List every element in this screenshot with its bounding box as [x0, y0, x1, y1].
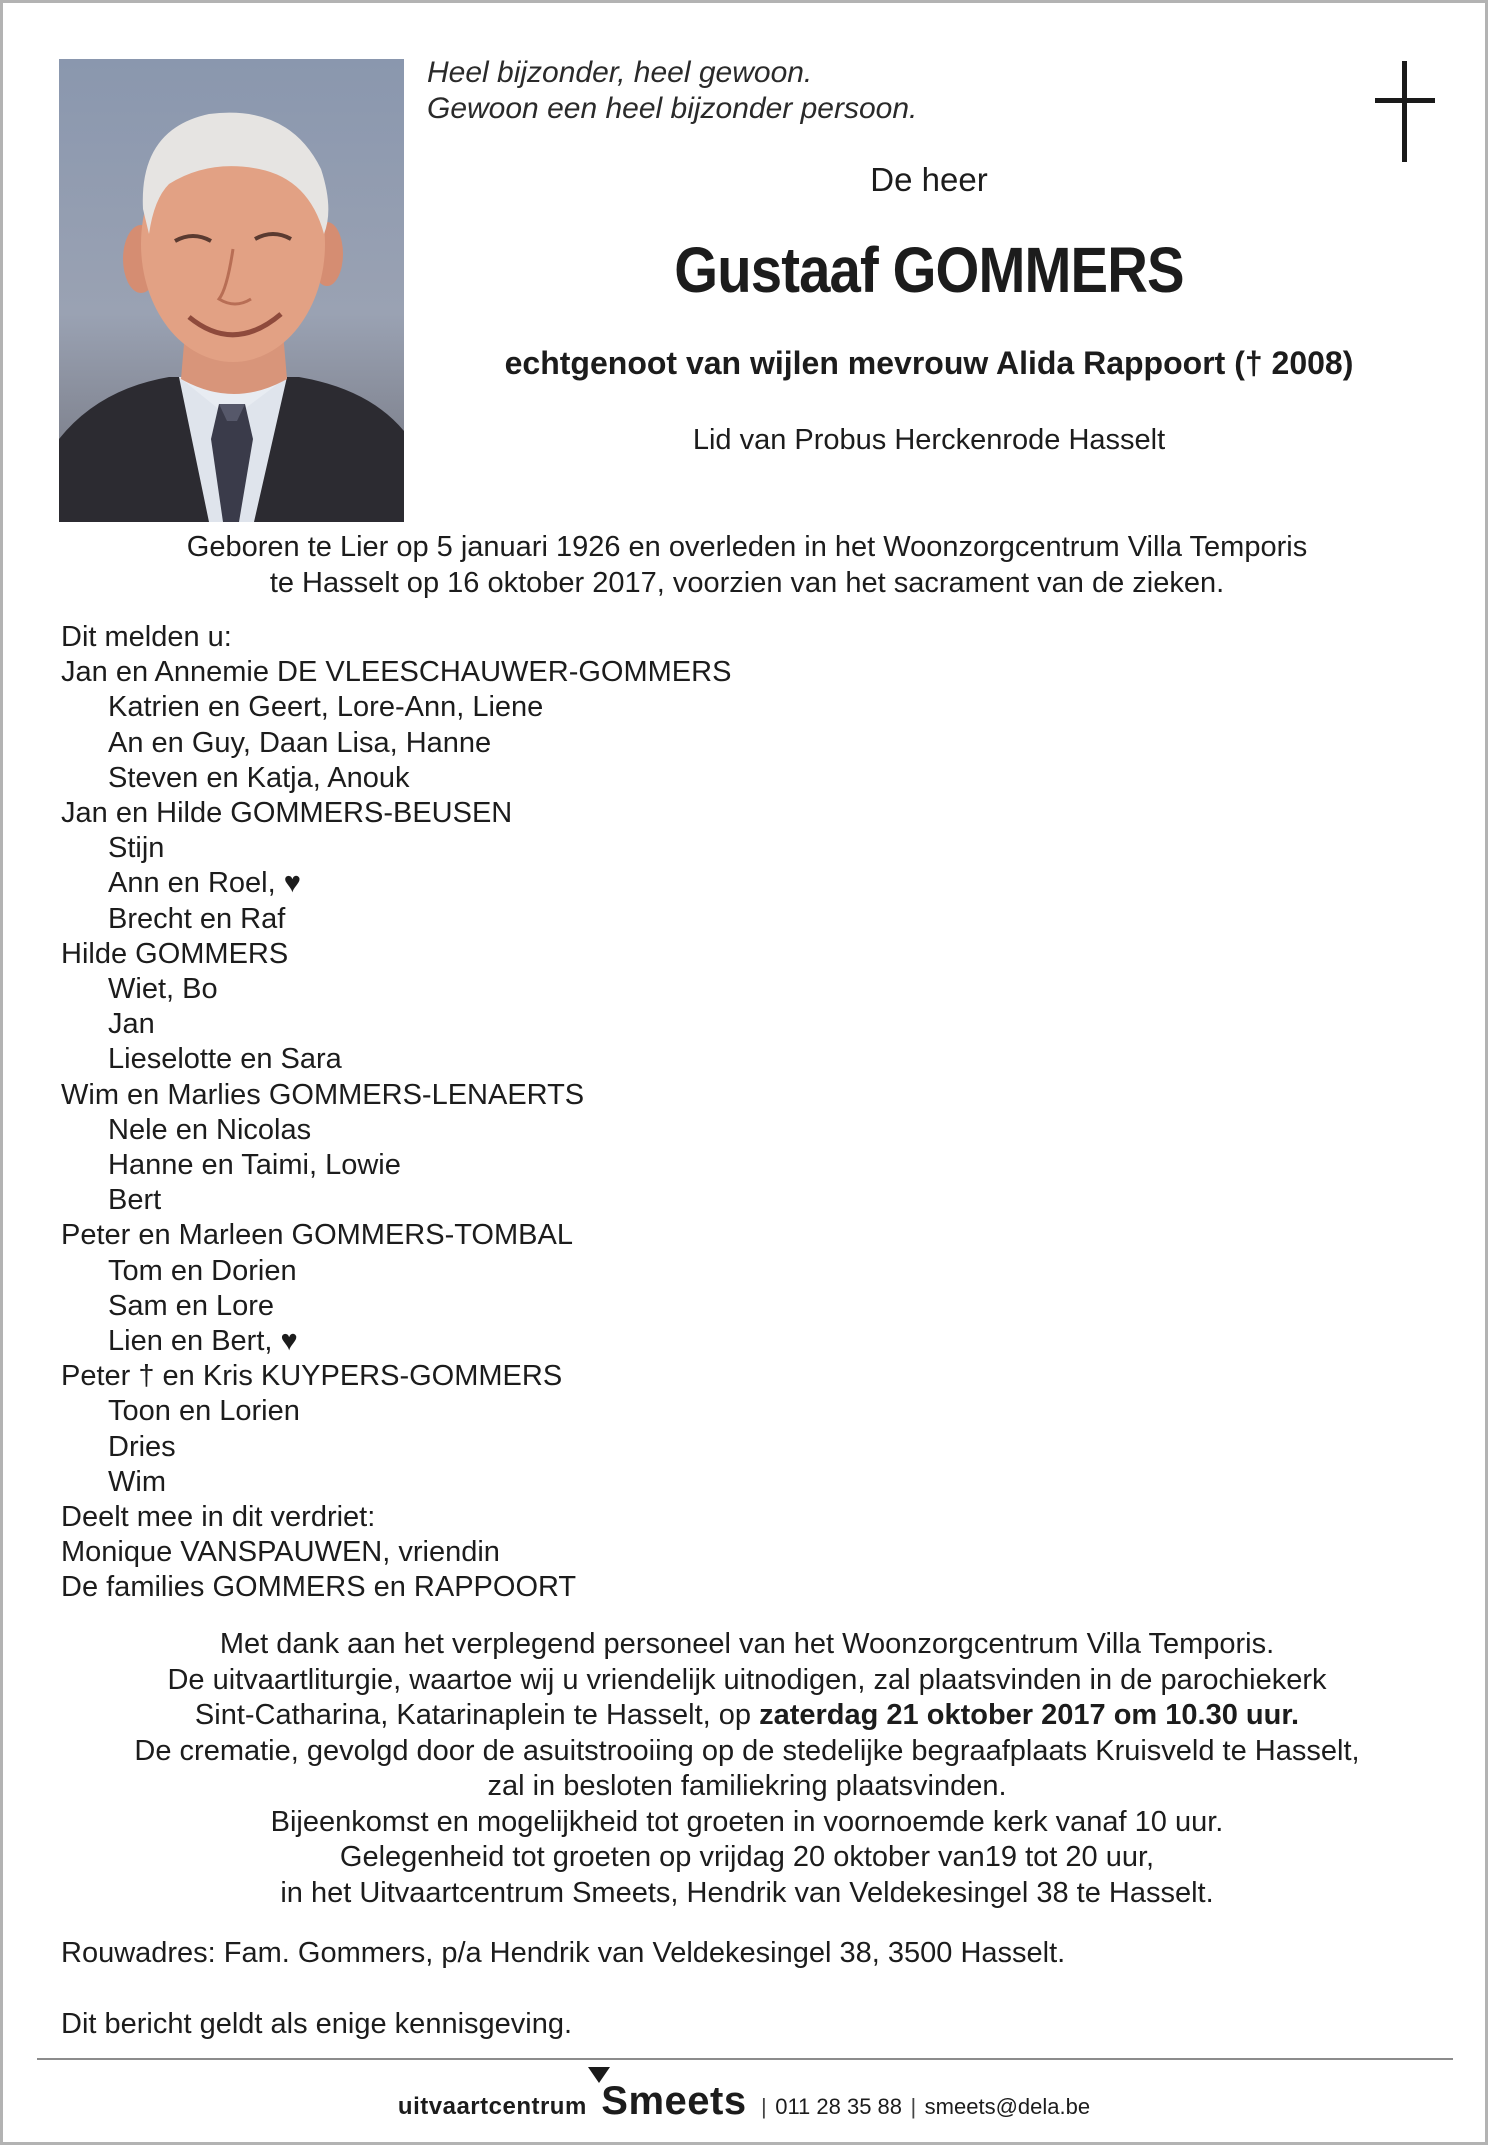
footer-phone: 011 28 35 88: [775, 2094, 903, 2119]
family-head: Jan en Annemie DE VLEESCHAUWER-GOMMERS: [61, 656, 732, 689]
family-head: Peter † en Kris KUYPERS-GOMMERS: [61, 1360, 563, 1393]
gathering-line: Bijeenkomst en mogelijkheid tot groeten in voornoemde kerk vanaf 10 uur.: [270, 1805, 1224, 1838]
family-member: Ann en Roel, ♥: [108, 867, 301, 900]
mourning-address: Rouwadres: Fam. Gommers, p/a Hendrik van Veldekesingel 38, 3500 Hasselt.: [61, 1937, 1066, 1969]
family-head: Hilde GOMMERS: [61, 937, 289, 970]
family-member: Wiet, Bo: [108, 973, 218, 1006]
motto-line-2: Gewoon een heel bijzonder persoon.: [427, 92, 918, 125]
shares-entry: Monique VANSPAUWEN, vriendin: [61, 1536, 500, 1569]
deceased-name: Gustaaf GOMMERS: [674, 234, 1184, 306]
family-intro: Dit melden u:: [61, 621, 232, 653]
visit-line-1: Gelegenheid tot groeten op vrijdag 20 oktober van19 tot 20 uur,: [339, 1841, 1155, 1873]
membership-line: Lid van Probus Herckenrode Hasselt: [692, 424, 1166, 456]
family-member: Stijn: [108, 832, 165, 865]
family-member: Wim: [108, 1465, 166, 1498]
family-head: Wim en Marlies GOMMERS-LENAERTS: [61, 1078, 585, 1111]
visit-line-2: in het Uitvaartcentrum Smeets, Hendrik van Veldekesingel 38 te Hasselt.: [280, 1876, 1214, 1909]
portrait-illustration: [59, 59, 404, 522]
cremation-line-1: De crematie, gevolgd door de asuitstrooiing op de stedelijke begraafplaats Kruisveld te Hasselt,: [134, 1734, 1360, 1767]
family-member: Nele en Nicolas: [108, 1113, 312, 1146]
shares-entry: De families GOMMERS en RAPPOORT: [61, 1571, 577, 1604]
family-member: Brecht en Raf: [108, 902, 286, 935]
liturgy-line-2: [43, 1698, 1451, 1734]
liturgy-location: Sint-Catharina, Katarinaplein te Hasselt, op: [194, 1699, 760, 1731]
motto-line-1: Heel bijzonder, heel gewoon.: [427, 56, 813, 89]
family-head: Jan en Hilde GOMMERS-BEUSEN: [61, 797, 513, 830]
birth-line-1: Geboren te Lier op 5 januari 1926 en overleden in het Woonzorgcentrum Villa Temporis: [186, 531, 1308, 563]
liturgy-line-1: De uitvaartliturgie, waartoe wij u vriendelijk uitnodigen, zal plaatsvinden in de parochiekerk: [167, 1663, 1327, 1696]
ceremony-details: [43, 1627, 1451, 1911]
family-list: [61, 620, 731, 1606]
family-member: Tom en Dorien: [108, 1254, 297, 1287]
family-member: Toon en Lorien: [108, 1395, 300, 1428]
thanks-line: Met dank aan het verplegend personeel van het Woonzorgcentrum Villa Temporis.: [219, 1628, 1275, 1660]
salutation: De heer: [870, 161, 988, 198]
notice-line: Dit bericht geldt als enige kennisgeving.: [61, 2008, 573, 2040]
family-member: Katrien en Geert, Lore-Ann, Liene: [108, 691, 544, 724]
motto: [427, 55, 917, 127]
family-member: Hanne en Taimi, Lowie: [108, 1149, 401, 1182]
footer-brand-logo: Smeets: [601, 2079, 747, 2123]
footer-divider: [37, 2058, 1453, 2060]
footer: uitvaartcentrum Smeets | 011 28 35 88 | smeets@dela.be: [397, 2079, 1091, 2123]
family-member: Lien en Bert, ♥: [108, 1325, 298, 1358]
cross-icon: [1375, 61, 1435, 165]
family-member: Jan: [108, 1008, 155, 1041]
birth-line-2: te Hasselt op 16 oktober 2017, voorzien van het sacrament van de zieken.: [269, 567, 1225, 599]
cremation-line-2: zal in besloten familiekring plaatsvinden.: [487, 1770, 1007, 1802]
family-member: Sam en Lore: [108, 1289, 275, 1322]
family-member: Steven en Katja, Anouk: [108, 761, 410, 794]
birth-death-statement: [43, 529, 1451, 601]
family-member: Lieselotte en Sara: [108, 1043, 342, 1076]
footer-prefix: uitvaartcentrum: [397, 2093, 587, 2120]
family-member: Bert: [108, 1184, 162, 1217]
spouse-line: echtgenoot van wijlen mevrouw Alida Rappoort († 2008): [504, 345, 1354, 381]
family-head: Peter en Marleen GOMMERS-TOMBAL: [61, 1219, 573, 1252]
liturgy-date: zaterdag 21 oktober 2017 om 10.30 uur.: [759, 1699, 1300, 1731]
footer-email[interactable]: smeets@dela.be: [924, 2094, 1091, 2119]
portrait-photo: [59, 59, 404, 522]
family-member: An en Guy, Daan Lisa, Hanne: [108, 726, 492, 759]
shares-intro: Deelt mee in dit verdriet:: [61, 1501, 376, 1534]
family-member: Dries: [108, 1430, 176, 1463]
